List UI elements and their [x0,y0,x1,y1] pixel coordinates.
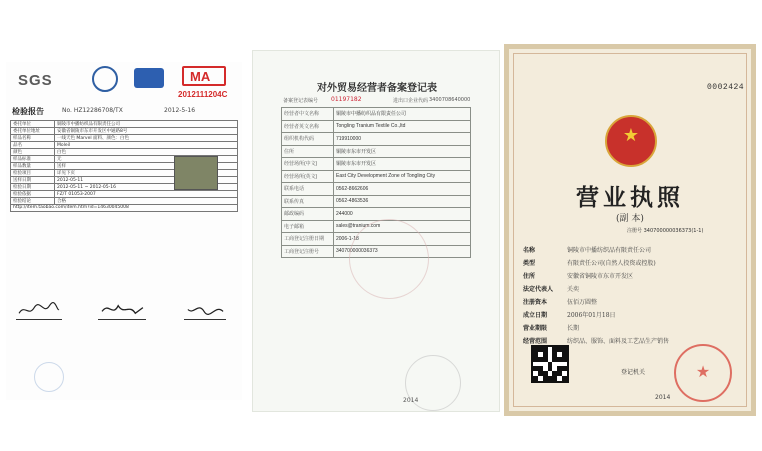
table-row [282,133,471,146]
row-value: 铜陵市中播纺织品有限责任公司 [334,108,471,121]
qr-module [562,357,567,362]
row-label: 联系传真 [282,195,334,208]
svg-text:MA: MA [190,69,211,84]
table-row [282,120,471,133]
org-code-label: 进出口企业代码 [393,98,429,104]
row-label: 经营场所(中文) [282,158,334,171]
reviewer-signature [98,300,146,320]
trade-registration-form [252,50,500,412]
row-value: 铜陵市中播纺织品有限责任公司 [55,121,238,128]
row-value: Moleil [55,142,238,149]
field-value: 关奕 [567,286,580,293]
row-label: 委托单位地址 [11,128,55,135]
row-value: 安徽省铜陵市东市开发区中通路8号 [55,128,238,135]
row-value: 2006-1-18 [334,233,471,246]
row-value: 无 [55,156,238,163]
field-label: 法定代表人 [523,286,554,293]
row-label: 检验日期 [11,184,55,191]
row-value: 244000 [334,208,471,221]
row-value: 2012-05-11 ~ 2012-05-16 [55,184,238,191]
row-label: 工商登记注册日期 [282,233,334,246]
row-label: 送样日期 [11,177,55,184]
row-label: 检验项目 [11,170,55,177]
report-title: 检验报告 [12,107,44,116]
row-label: 邮政编码 [282,208,334,221]
field-value: 长期 [567,325,580,332]
row-label: 工商登记注册号 [282,245,334,258]
row-value: 340700000036373 [334,245,471,258]
license-field [523,336,669,345]
license-title: 营业执照 [576,184,684,211]
row-label: 样品名称 [11,135,55,142]
row-label: 样品数量 [11,163,55,170]
qr-code [531,345,569,383]
field-value: 有限责任公司(自然人投资或控股) [567,260,656,267]
table-row [11,128,238,135]
row-value: FZ/T 01053-2007 [55,191,238,198]
inspector-signature [16,300,62,320]
row-label: 颜色 [11,149,55,156]
qr-module [562,366,567,371]
table-row [282,208,471,221]
field-label: 营业期限 [523,325,548,332]
row-label: 经营场所(英文) [282,170,334,183]
field-label: 成立日期 [523,312,548,319]
row-value: Tongling Tranium Textile Co.,ltd [334,120,471,133]
table-row [282,145,471,158]
cnas-logo [134,68,164,88]
table-row [282,195,471,208]
field-label: 类型 [523,260,536,267]
field-value: 纺织品、服饰、面料及工艺品生产销售 [567,338,670,345]
cma-logo [182,66,226,86]
license-serial: 0002424 [707,83,745,92]
field-value: 伍佰万圆整 [567,299,598,306]
license-field [523,245,651,254]
row-label: 品名 [11,142,55,149]
cma-code: 2012111204C [178,90,228,99]
form-title: 对外贸易经营者备案登记表 [317,83,437,94]
table-row [11,135,238,142]
field-value: 2006年01月18日 [567,312,616,319]
row-value: 2012-05-11 [55,177,238,184]
link-row [11,205,238,212]
table-row [11,198,238,205]
sample-link: http://item.taobao.com/item.htm?id=14630045008 [11,205,238,212]
watermark-seal [349,219,429,299]
report-date: 2012-5-16 [164,107,196,114]
table-row [282,108,471,121]
sgs-seal [34,362,64,392]
registration-authority: 登记机关 [621,369,646,376]
report-number: No. HZ12286708/TX [62,107,123,114]
qr-module [552,376,557,381]
official-red-seal: ★ [674,344,732,402]
row-label: 组织机构代码 [282,133,334,146]
row-value: 铜陵市东市开发区 [334,158,471,171]
row-value: 0562-8662606 [334,183,471,196]
org-code: 3400708640000 [429,97,471,103]
fabric-sample-photo [174,156,218,190]
row-value: 0562-4863536 [334,195,471,208]
record-no-label: 备案登记表编号 [283,98,319,104]
license-field [523,271,633,280]
field-label: 名称 [523,247,536,254]
table-row [282,183,471,196]
record-number: 01197182 [331,96,362,103]
national-emblem-icon: ★ [605,115,657,167]
license-field [523,310,616,319]
field-value: 铜陵市中播纺织品有限责任公司 [567,247,652,254]
row-value: 详见下页 [55,170,238,177]
qr-module [533,376,538,381]
row-label: 经营者中文名称 [282,108,334,121]
license-field [523,297,597,306]
license-field [523,323,579,332]
row-value: East City Development Zone of Tongling City [334,170,471,183]
table-row [11,149,238,156]
row-label: 检验依据 [11,191,55,198]
field-label: 注册资本 [523,299,548,306]
field-label: 经营范围 [523,338,548,345]
field-value: 安徽省铜陵市东市开发区 [567,273,634,280]
field-label: 住所 [523,273,536,280]
row-value: 铜陵市东市开发区 [334,145,471,158]
row-label: 检验结论 [11,198,55,205]
table-row [11,121,238,128]
license-reg-no: 注册号 340700000036373(1-1) [627,228,704,234]
row-label: 住所 [282,145,334,158]
table-row [11,142,238,149]
approver-signature [184,300,226,320]
row-value: 719910000 [334,133,471,146]
row-label: 联系电话 [282,183,334,196]
row-value: 合格 [55,198,238,205]
row-label: 样品标准 [11,156,55,163]
row-value: 白色 [55,149,238,156]
sgs-logo: SGS [18,72,53,89]
business-license [504,44,756,416]
row-value: 送样 [55,163,238,170]
license-field [523,258,656,267]
row-label: 经营者英文名称 [282,120,334,133]
table-row [282,158,471,171]
qr-module [562,376,567,381]
sgs-test-report [6,62,242,400]
license-field [523,284,579,293]
form-year: 2014 [403,397,419,404]
license-year: 2014 [655,394,671,401]
table-row [11,191,238,198]
table-row [282,170,471,183]
row-value: sales@tranium.com [334,220,471,233]
row-label: 电子邮箱 [282,220,334,233]
ilac-mra-logo [92,66,118,92]
row-value: 一线天色 Marvel 面料、颜色：白色 [55,135,238,142]
certification-logos [6,66,242,106]
row-label: 委托单位 [11,121,55,128]
license-copy-label: (副 本) [616,214,644,224]
